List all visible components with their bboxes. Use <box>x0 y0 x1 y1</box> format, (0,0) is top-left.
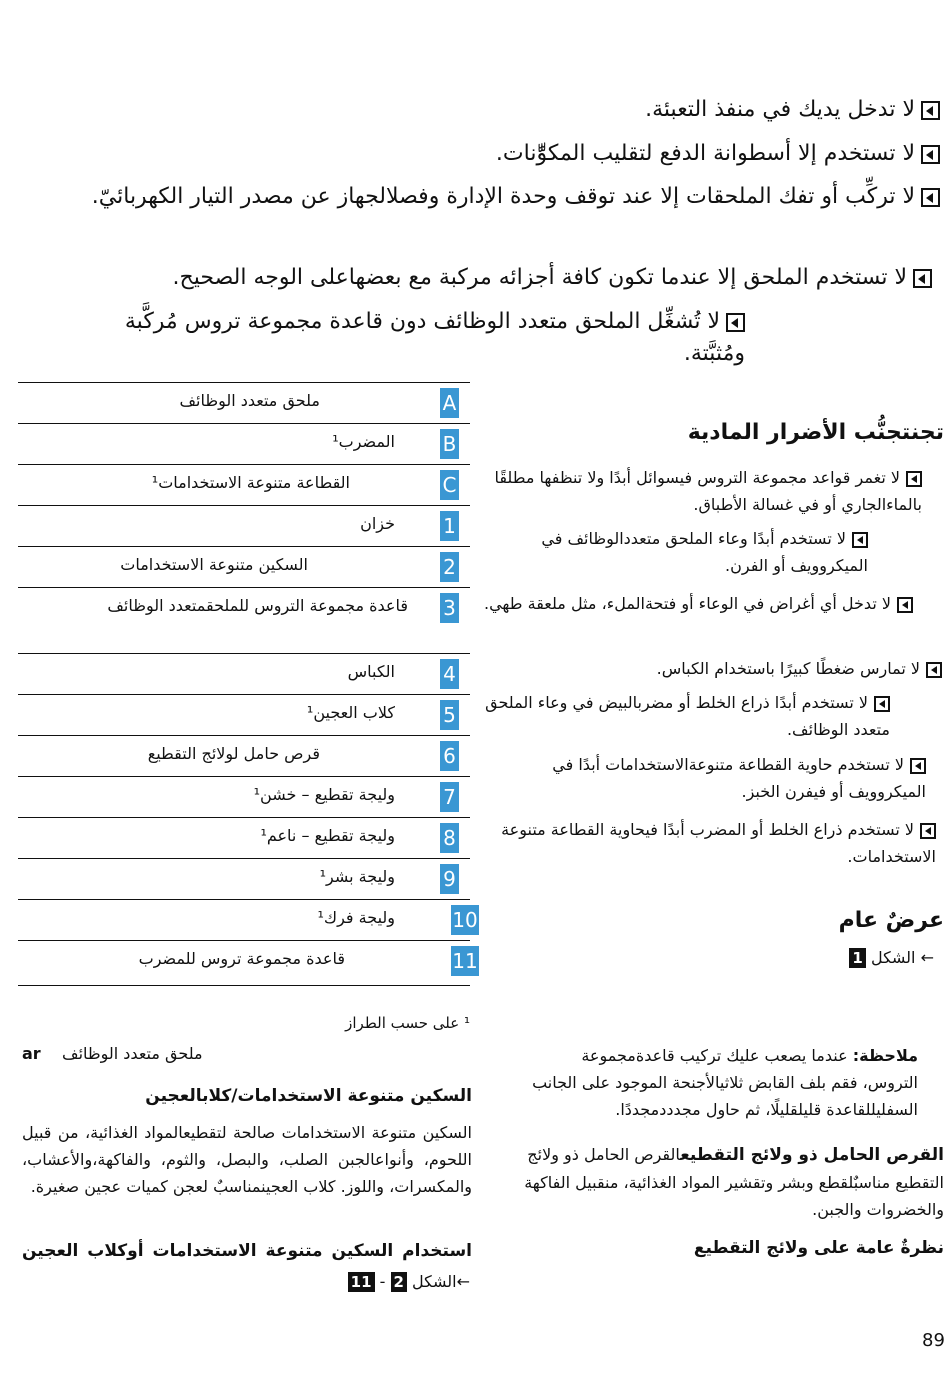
bullet-4: لا تُشغِّل الملحق متعدد الوظائف دون قاعدة مجموعة تروس مُركَّبة ومُثبَّتة. <box>124 309 745 366</box>
arrow-icon <box>913 269 932 288</box>
part-label: المضرب¹ <box>332 432 395 451</box>
figure-badge: 2 <box>391 1272 407 1292</box>
usage-title: استخدام السكين متنوعة الاستخدامات أوكلاب العجين <box>22 1241 472 1261</box>
part-label: ملحق متعدد الوظائف <box>179 391 320 410</box>
part-key: 7 <box>440 782 459 812</box>
part-key: 6 <box>440 741 459 771</box>
part-key: 10 <box>451 905 479 935</box>
part-label: وليجة بشر¹ <box>319 867 395 886</box>
footnote: ¹ على حسب الطراز <box>345 1014 470 1032</box>
table-row <box>18 653 470 695</box>
knife-title: السكين متنوعة الاستخدامات/كلابالعجين <box>145 1086 472 1106</box>
part-label: كلاب العجين¹ <box>306 703 395 722</box>
arrow-icon <box>852 532 868 548</box>
part-label: قرص حامل لولائج التقطيع <box>147 744 320 763</box>
table-row <box>18 940 478 982</box>
part-key: 3 <box>440 593 459 623</box>
overview-title: عرضٌ عام <box>838 908 944 933</box>
table-row <box>18 858 470 900</box>
table-row <box>18 382 470 424</box>
arrow-icon <box>926 662 942 678</box>
arrow-icon <box>921 188 940 207</box>
table-bottom-rule <box>18 985 470 986</box>
damage-bullet-5: لا تستخدم حاوية القطاعة متنوعةالاستخدامات أبدًا في الميكروويف أو فيفرن الخبز. <box>552 755 926 801</box>
overview-figure-ref[interactable]: ← الشكل 1 <box>734 948 934 968</box>
part-label: قاعدة مجموعة تروس للمضرب <box>138 949 345 968</box>
damage-bullet-1: لا تستخدم أبدًا وعاء الملحق متعددالوظائف في الميكروويف أو الفرن. <box>541 529 868 575</box>
part-key: 1 <box>440 511 459 541</box>
part-key: 8 <box>440 823 459 853</box>
note-block: ملاحظة: عندما يصعب عليك تركيب قاعدةمجموعة التروس، فقم بلف القابض ثلاثيالأجنحة الموجود على الجانب السفليللقاعدة قليلقليلًا، ثم حاول مجدددمجددًا. <box>532 1046 918 1119</box>
part-key: C <box>440 470 459 500</box>
arrow-icon <box>921 101 940 120</box>
table-row <box>18 546 470 588</box>
arrow-icon <box>874 696 890 712</box>
arrow-icon <box>910 758 926 774</box>
table-row <box>18 735 470 777</box>
part-key: 9 <box>440 864 459 894</box>
damage-bullet-2: لا تدخل أي أغراض في الوعاء أو فتحةالملء، مثل ملعقة طهي. <box>477 590 913 617</box>
part-key: A <box>440 388 459 418</box>
table-row <box>18 817 470 859</box>
part-label: خزان <box>360 514 395 533</box>
part-label: وليجة فرك¹ <box>317 908 395 927</box>
table-row <box>18 505 470 547</box>
part-label: وليجة تقطيع – ناعم¹ <box>260 826 395 845</box>
table-row <box>18 587 470 652</box>
damage-bullet-6: لا تستخدم ذراع الخلط أو المضرب أبدًا فيحاوية القطاعة متنوعة الاستخدامات. <box>501 820 936 866</box>
part-label: السكين متنوعة الاستخدامات <box>120 555 308 574</box>
part-key: 11 <box>451 946 479 976</box>
table-row <box>18 464 470 506</box>
part-key: 2 <box>440 552 459 582</box>
part-key: 5 <box>440 700 459 730</box>
arrow-icon <box>906 471 922 487</box>
bullet-0: لا تدخل يديك في منفذ التعبئة. <box>60 94 940 126</box>
bullet-2: لا تركِّب أو تفك الملحقات إلا عند توقف وحدة الإدارة وفصلالجهاز عن مصدر التيار الكهربائيّ. <box>90 181 940 213</box>
table-row <box>18 899 478 941</box>
damage-bullet-3: لا تمارس ضغطًا كبيرًا باستخدام الكباس. <box>477 655 942 682</box>
damage-bullet-0: لا تغمر قواعد مجموعة التروس فيسوائل أبدًا ولا تنظفها مطلقًا بالماءالجاري أو في غسالة الأطباق. <box>494 468 922 514</box>
page-number: 89 <box>922 1330 945 1351</box>
table-row <box>18 694 470 736</box>
bullet-1: لا تستخدم إلا أسطوانة الدفع لتقليب المكوِّّنات. <box>60 138 940 170</box>
part-label: وليجة تقطيع – خشن¹ <box>253 785 395 804</box>
arrow-icon <box>921 145 940 164</box>
part-key: B <box>440 429 459 459</box>
figure-badge: 1 <box>849 948 865 968</box>
arrow-icon <box>726 313 745 332</box>
arrow-icon <box>897 597 913 613</box>
running-header: ar ملحق متعدد الوظائف <box>22 1044 203 1063</box>
part-label: قاعدة مجموعة التروس للملحقمتعدد الوظائف <box>107 596 408 615</box>
arrow-icon <box>920 823 936 839</box>
damage-bullet-4: لا تستخدم أبدًا ذراع الخلط أو مضربالبيض في وعاء الملحق متعدد الوظائف. <box>485 693 890 739</box>
table-row <box>18 423 470 465</box>
bullet-3: لا تستخدم الملحق إلا عندما تكون كافة أجزائه مركبة مع بعضهاعلى الوجه الصحيح. <box>52 262 932 294</box>
part-key: 4 <box>440 659 459 689</box>
inserts-overview-title: نظرةٌ عامة على ولائج التقطيع <box>693 1238 944 1258</box>
knife-text: السكين متنوعة الاستخدامات صالحة لتقطيعالمواد الغذائية، من قبيل اللحوم، وأنواعالجبن الصلب، والبصل، والثوم، والفاكهة،والأعشاب، والمكسرات، واللوز. كلاب العجينمناسبٌ لعجن كميات عجين صغيرة. <box>22 1123 472 1196</box>
figure-badge: 11 <box>348 1272 375 1292</box>
disc-section: القرص الحامل ذو ولائج التقطيعالقرص الحامل ذو ولائج التقطيع مناسبٌلقطع وبشر وتقشير المواد الغذائية، منقبيل الفاكهة والخضروات والجبن. <box>524 1145 944 1219</box>
usage-figure-ref[interactable]: ←الشكل 2 - 11 <box>300 1272 470 1292</box>
part-label: القطاعة متنوعة الاستخدامات¹ <box>151 473 350 492</box>
part-label: الكباس <box>347 662 395 681</box>
table-row <box>18 776 470 818</box>
damage-title: تجنتجنُّب الأضرار المادية <box>687 420 944 445</box>
